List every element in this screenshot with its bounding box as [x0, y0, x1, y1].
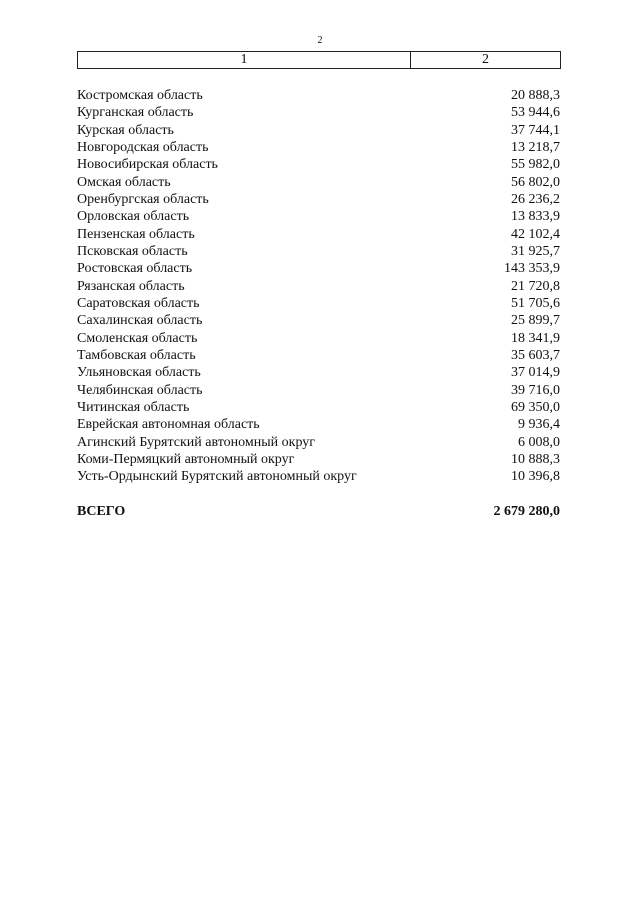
region-name: Псковская область — [77, 243, 188, 259]
table-row — [77, 243, 560, 260]
region-value: 10 888,3 — [511, 451, 560, 467]
table-row — [77, 260, 560, 277]
region-value: 26 236,2 — [511, 191, 560, 207]
table-row — [77, 347, 560, 364]
region-name: Читинская область — [77, 399, 190, 415]
region-value: 39 716,0 — [511, 382, 560, 398]
region-name: Агинский Бурятский автономный округ — [77, 434, 315, 450]
region-value: 55 982,0 — [511, 157, 560, 173]
region-name: Ульяновская область — [77, 365, 201, 381]
region-name: Сахалинская область — [77, 313, 203, 329]
region-value: 21 720,8 — [511, 278, 560, 294]
region-value: 6 008,0 — [518, 434, 560, 450]
region-name: Оренбургская область — [77, 191, 209, 207]
region-name: Ростовская область — [77, 261, 193, 277]
column-header-2: 2 — [482, 52, 489, 67]
region-name: Еврейская автономная область — [77, 417, 260, 433]
region-value: 143 353,9 — [504, 261, 560, 277]
region-value: 56 802,0 — [511, 174, 560, 190]
column-header-table — [77, 51, 561, 69]
region-name: Саратовская область — [77, 295, 200, 311]
region-value: 9 936,4 — [518, 417, 560, 433]
table-row — [77, 416, 560, 433]
table-row — [77, 156, 560, 173]
total-row — [77, 503, 560, 521]
region-list — [77, 87, 560, 486]
table-row — [77, 191, 560, 208]
table-row — [77, 399, 560, 416]
region-name: Новгородская область — [77, 139, 209, 155]
table-row — [77, 364, 560, 381]
region-name: Курская область — [77, 122, 174, 138]
region-name: Пензенская область — [77, 226, 195, 242]
region-name: Орловская область — [77, 209, 190, 225]
table-row — [77, 174, 560, 191]
region-value: 35 603,7 — [511, 347, 560, 363]
region-name: Коми-Пермяцкий автономный округ — [77, 451, 295, 467]
table-row — [77, 139, 560, 156]
table-row — [77, 312, 560, 329]
region-name: Усть-Ордынский Бурятский автономный округ — [77, 469, 357, 485]
table-row — [77, 382, 560, 399]
region-name: Омская область — [77, 174, 171, 190]
table-row — [77, 226, 560, 243]
region-name: Костромская область — [77, 88, 203, 103]
table-row — [77, 104, 560, 121]
total-value: 2 679 280,0 — [493, 504, 560, 519]
table-row — [77, 330, 560, 347]
region-value: 18 341,9 — [511, 330, 560, 346]
region-value: 53 944,6 — [511, 105, 560, 121]
table-row — [77, 122, 560, 139]
total-label: ВСЕГО — [77, 504, 126, 519]
table-row — [77, 295, 560, 312]
region-value: 13 218,7 — [511, 139, 560, 155]
page-number: 2 — [317, 35, 323, 46]
table-row — [77, 87, 560, 104]
region-value: 69 350,0 — [511, 399, 560, 415]
region-value: 42 102,4 — [511, 226, 560, 242]
region-value: 25 899,7 — [511, 313, 560, 329]
region-value: 37 744,1 — [511, 122, 560, 138]
region-value: 51 705,6 — [511, 295, 560, 311]
table-row — [77, 468, 560, 485]
region-name: Тамбовская область — [77, 347, 196, 363]
region-value: 31 925,7 — [511, 243, 560, 259]
region-name: Курганская область — [77, 105, 194, 121]
region-name: Рязанская область — [77, 278, 185, 294]
region-name: Челябинская область — [77, 382, 203, 398]
region-value: 37 014,9 — [511, 365, 560, 381]
table-row — [77, 278, 560, 295]
region-name: Смоленская область — [77, 330, 198, 346]
table-row — [77, 434, 560, 451]
table-row — [77, 451, 560, 468]
table-row — [77, 208, 560, 225]
region-value: 10 396,8 — [511, 469, 560, 485]
region-value: 20 888,3 — [511, 88, 560, 103]
column-header-1: 1 — [78, 52, 411, 68]
region-value: 13 833,9 — [511, 209, 560, 225]
region-name: Новосибирская область — [77, 157, 218, 173]
